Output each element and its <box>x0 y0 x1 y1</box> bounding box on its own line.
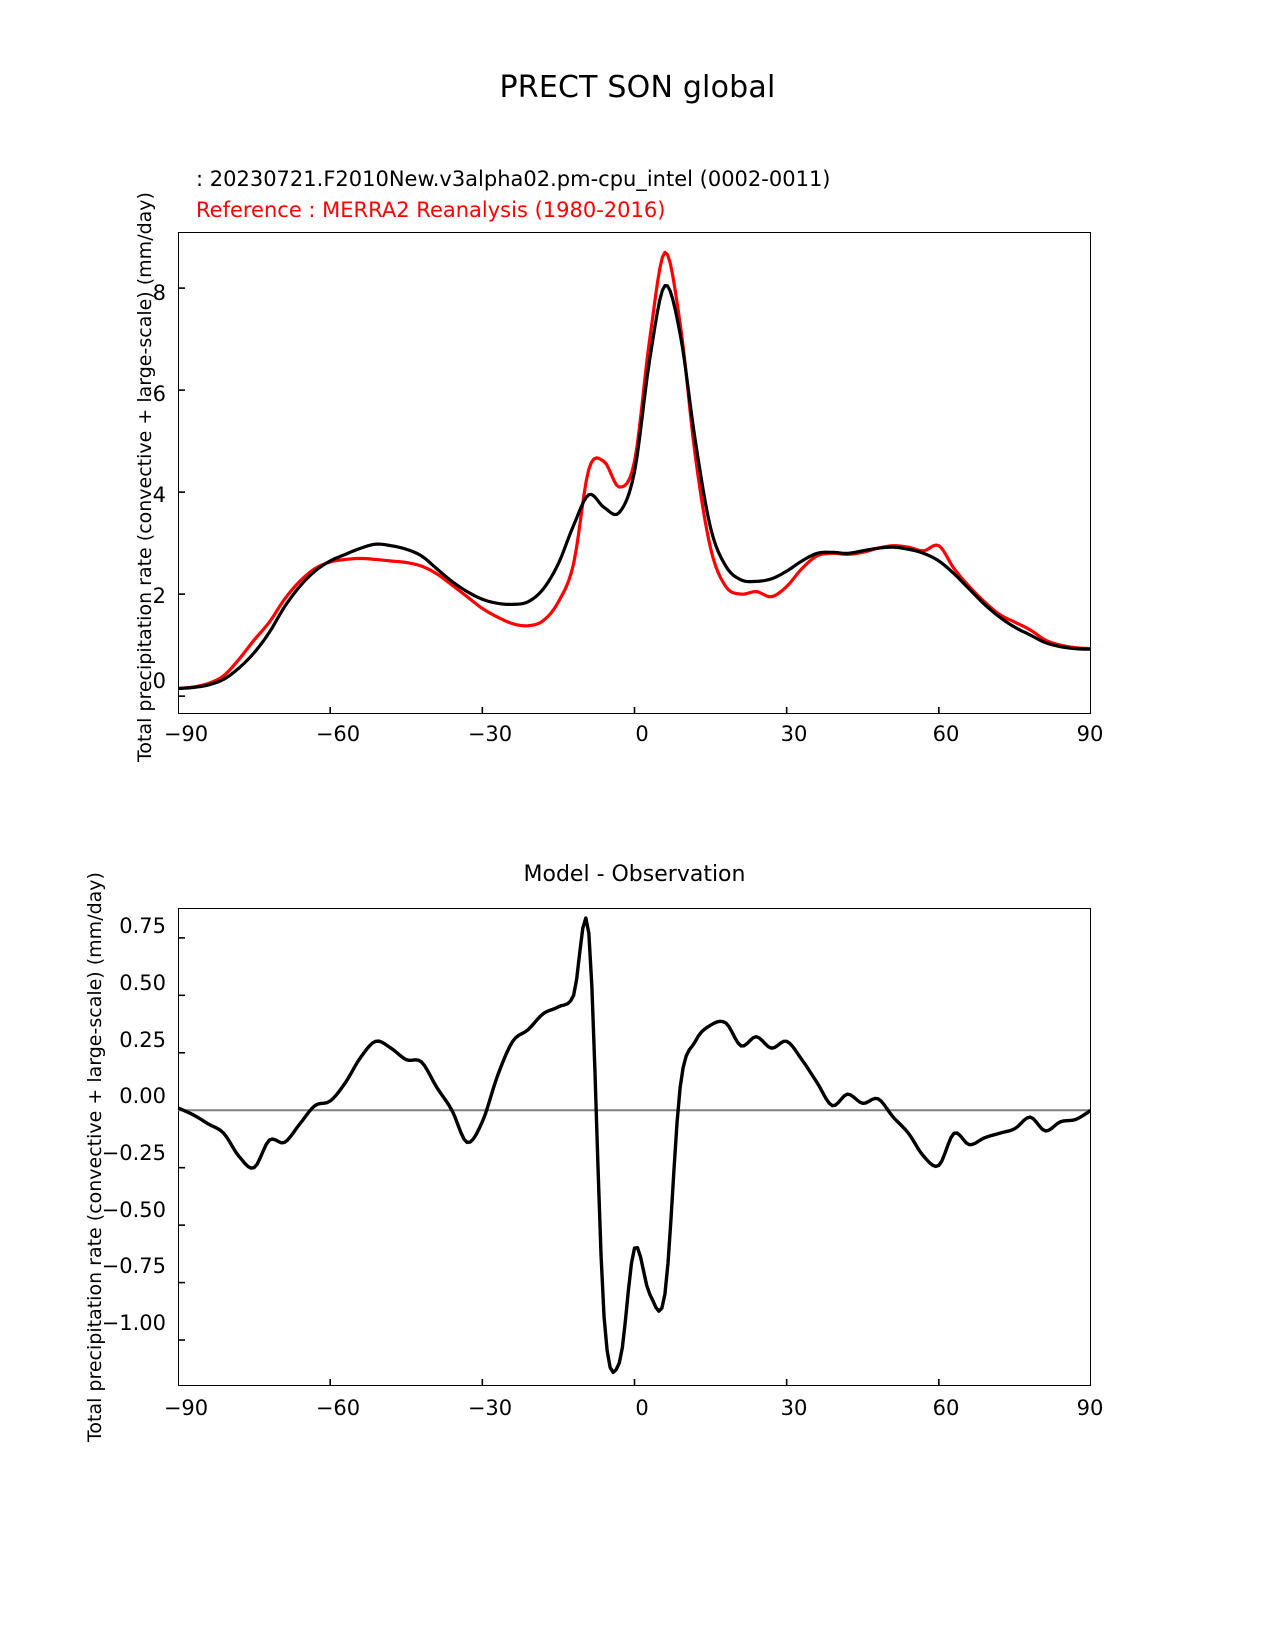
legend <box>196 164 1096 226</box>
bottom-panel-title: Model - Observation <box>523 862 746 887</box>
bottom-ytick-025: 0.25 <box>119 1028 166 1052</box>
top-plot-area <box>178 232 1091 714</box>
bottom-xtick-0: 0 <box>635 1396 649 1420</box>
top-xtick-0: 0 <box>635 722 649 746</box>
model-series-line <box>178 286 1091 689</box>
bottom-ytick-minus100: −1.00 <box>101 1311 166 1335</box>
top-ytick-8: 8 <box>152 281 166 305</box>
bottom-ytick-000: 0.00 <box>119 1084 166 1108</box>
top-ytick-6: 6 <box>152 382 166 406</box>
bottom-ytick-050: 0.50 <box>119 971 166 995</box>
top-xtick-90: 90 <box>1076 722 1104 746</box>
top-xtick-minus30: −30 <box>467 722 513 746</box>
bottom-xtick-minus30: −30 <box>467 1396 513 1420</box>
bottom-plot-area <box>178 908 1091 1386</box>
top-ytick-4: 4 <box>152 483 166 507</box>
top-tick-marks <box>178 288 1091 714</box>
top-xtick-minus60: −60 <box>315 722 361 746</box>
top-ytick-0: 0 <box>152 669 166 693</box>
bottom-xtick-minus60: −60 <box>315 1396 361 1420</box>
bottom-ytick-minus075: −0.75 <box>101 1254 166 1278</box>
bottom-xtick-30: 30 <box>780 1396 808 1420</box>
bottom-tick-marks <box>178 938 1091 1386</box>
bottom-ytick-075: 0.75 <box>119 914 166 938</box>
top-chart-panel <box>178 232 1091 714</box>
top-panel-y-axis-label: Total precipitation rate (convective + large-scale) (mm/day) <box>134 192 156 762</box>
top-xtick-minus90: −90 <box>163 722 209 746</box>
bottom-xtick-60: 60 <box>932 1396 960 1420</box>
top-ytick-2: 2 <box>152 584 166 608</box>
bottom-panel-y-axis-label: Total precipitation rate (convective + large-scale) (mm/day) <box>84 872 106 1442</box>
top-xtick-60: 60 <box>932 722 960 746</box>
legend-model-label: : 20230721.F2010New.v3alpha02.pm-cpu_intel (0002-0011) <box>196 167 831 191</box>
legend-reference-label: Reference : MERRA2 Reanalysis (1980-2016) <box>196 198 666 222</box>
difference-series-line <box>178 918 1091 1372</box>
top-xtick-30: 30 <box>780 722 808 746</box>
bottom-xtick-minus90: −90 <box>163 1396 209 1420</box>
bottom-chart-panel <box>178 908 1091 1386</box>
bottom-ytick-minus025: −0.25 <box>101 1141 166 1165</box>
bottom-xtick-90: 90 <box>1076 1396 1104 1420</box>
page-title: PRECT SON global <box>499 70 776 105</box>
bottom-ytick-minus050: −0.50 <box>101 1198 166 1222</box>
